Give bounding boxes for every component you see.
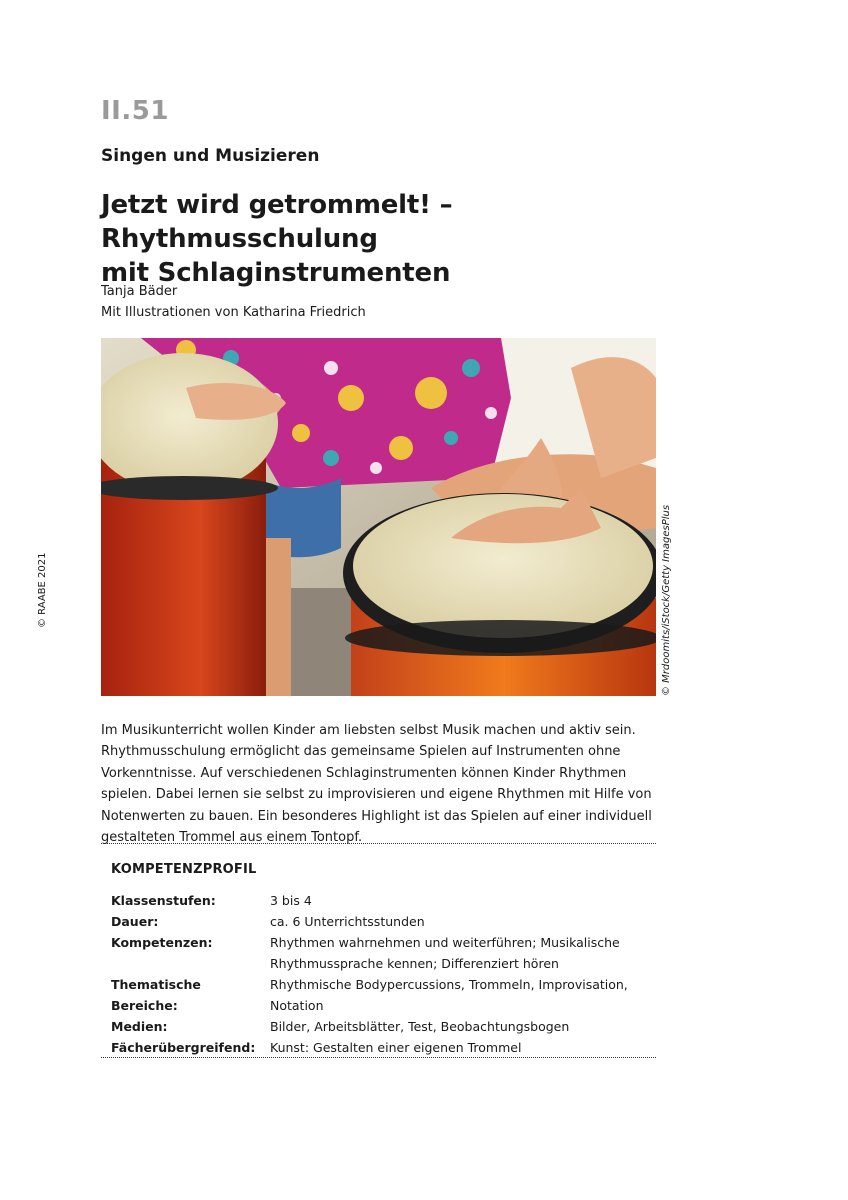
kp-label: Kompetenzen: <box>111 935 213 950</box>
kp-row-medien <box>111 1016 671 1037</box>
kp-value: Rhythmen wahrnehmen und weiterführen; Musikalische Rhythmussprache kennen; Differenziert hören <box>270 935 620 971</box>
kp-label: Medien: <box>111 1019 168 1034</box>
category-label: Singen und Musizieren <box>101 146 320 166</box>
kompetenzprofil-table <box>111 890 671 1058</box>
title-line-2: mit Schlaginstrumenten <box>101 258 451 288</box>
divider-top <box>101 843 656 844</box>
photo-credit: © Mrdoomits/iStock/Getty ImagesPlus <box>661 504 672 696</box>
author-block <box>101 281 366 323</box>
kp-label: Thematische Bereiche: <box>111 977 201 1013</box>
kp-label: Dauer: <box>111 914 159 929</box>
kp-row-faecheruebergreifend <box>111 1037 671 1058</box>
drumming-photo <box>101 338 656 696</box>
title-line-1: Jetzt wird getrommelt! – Rhythmusschulung <box>101 190 453 254</box>
intro-paragraph: Im Musikunterricht wollen Kinder am liebsten selbst Musik machen und aktiv sein. Rhythmusschulung ermöglicht das gemeinsame Spielen auf Instrumenten ohne Vorkenntnisse. Auf verschiedenen Schlaginstrumenten können Kinder Rhythmen spielen. Dabei lernen sie selbst zu improvisieren und eigene Rhythmen mit Hilfe von Notenwerten zu bauen. Ein besonderes Highlight ist das Spielen auf einer individuell gestalteten Trommel aus einem Tontopf. <box>101 723 652 846</box>
page-title <box>101 188 721 290</box>
kp-row-thematische-bereiche <box>111 974 671 1016</box>
kp-label: Klassenstufen: <box>111 893 216 908</box>
section-number: II.51 <box>101 96 169 126</box>
kp-row-dauer <box>111 911 671 932</box>
divider-bottom <box>101 1057 656 1058</box>
kp-label: Fächerübergreifend: <box>111 1040 256 1055</box>
kompetenzprofil-heading: KOMPETENZPROFIL <box>111 862 257 877</box>
kp-value: ca. 6 Unterrichtsstunden <box>270 914 425 929</box>
kp-value: 3 bis 4 <box>270 893 312 908</box>
kp-value: Bilder, Arbeitsblätter, Test, Beobachtungsbogen <box>270 1019 570 1034</box>
drumming-photo-illustration <box>101 338 656 696</box>
author-name: Tanja Bäder <box>101 284 178 299</box>
copyright-notice: © RAABE 2021 <box>37 552 48 628</box>
illustrator-credit: Mit Illustrationen von Katharina Friedrich <box>101 305 366 320</box>
kp-value: Kunst: Gestalten einer eigenen Trommel <box>270 1040 522 1055</box>
kp-value: Rhythmische Bodypercussions, Trommeln, Improvisation, Notation <box>270 977 628 1013</box>
kp-row-kompetenzen <box>111 932 671 974</box>
kp-row-klassenstufen <box>111 890 671 911</box>
